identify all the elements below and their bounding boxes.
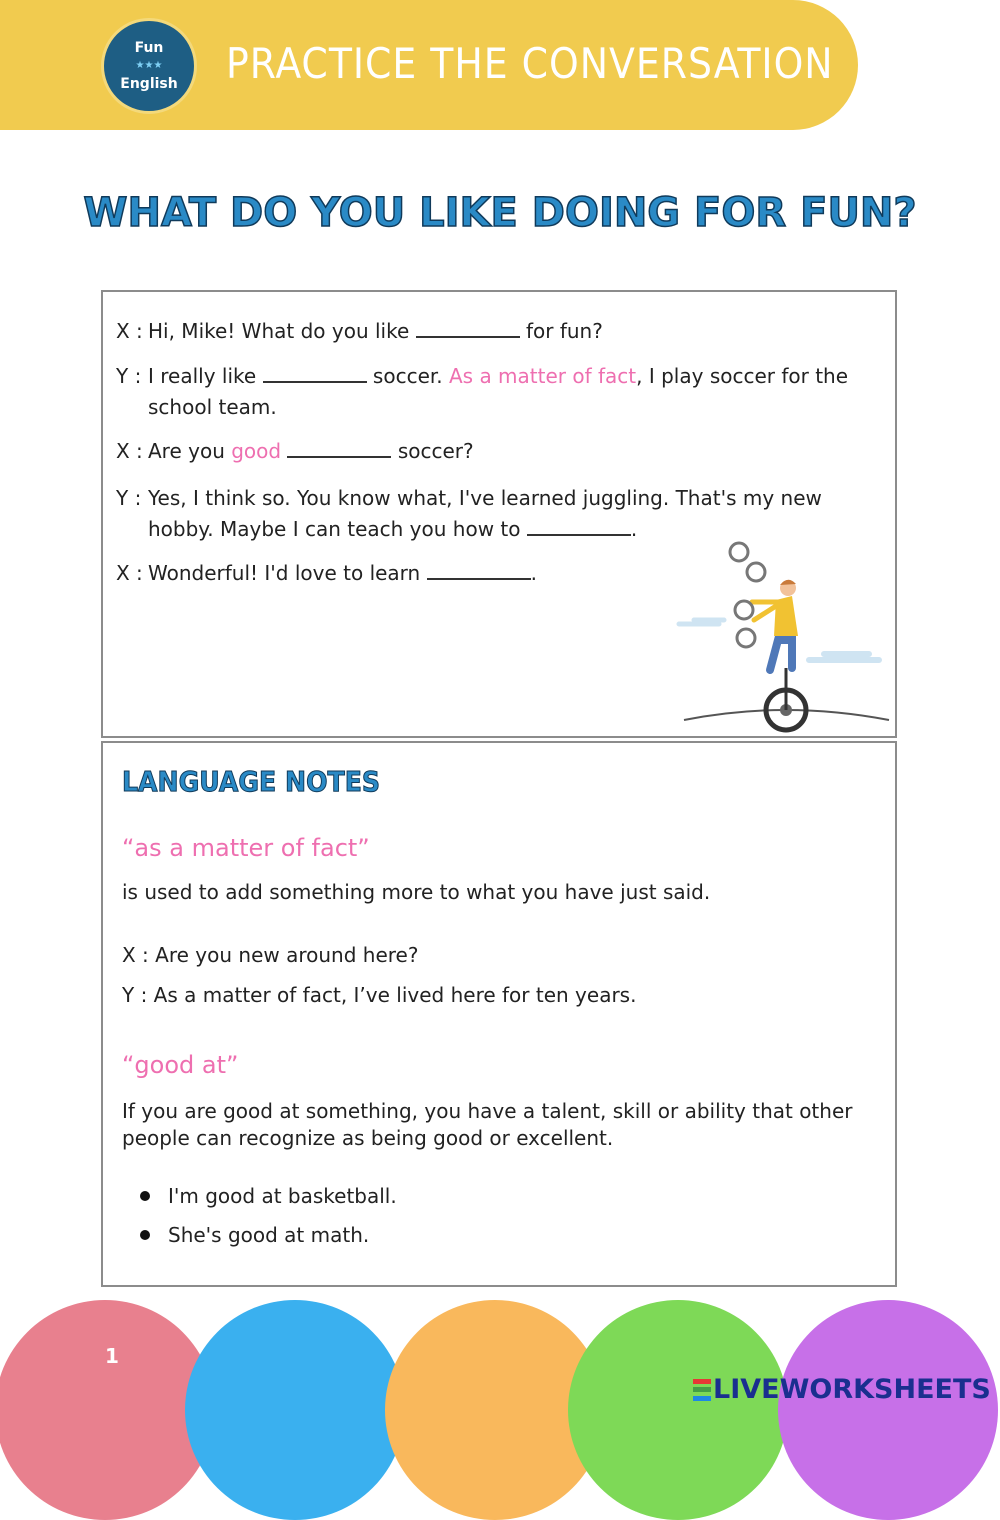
- example-bullet-1: [140, 1184, 397, 1208]
- speaker-label: X :: [116, 439, 143, 463]
- footer-circle-pink: [0, 1300, 215, 1520]
- dialogue-text: soccer.: [366, 364, 449, 388]
- dialogue-text: Hi, Mike! What do you like: [148, 319, 416, 343]
- bullet-dot-icon: [140, 1230, 150, 1240]
- highlight-phrase: As a matter of fact: [448, 364, 637, 388]
- dialogue-text: Are you: [148, 439, 232, 463]
- dialogue-text: for fun?: [519, 319, 603, 343]
- dialogue-line-4: [116, 483, 876, 545]
- note-definition-good-at: If you are good at something, you have a talent, skill or ability that other people can recognize as being good or excellent.: [122, 1099, 853, 1150]
- dialogue-text: soccer?: [391, 439, 474, 463]
- liveworksheets-logo[interactable]: [693, 1374, 991, 1405]
- answer-blank-2[interactable]: [263, 363, 367, 383]
- example-text: She's good at math.: [168, 1223, 370, 1247]
- fun-english-logo: [101, 18, 197, 114]
- note-definition-matter-of-fact: is used to add something more to what you have just said.: [122, 880, 711, 904]
- footer-circle-purple: [778, 1300, 998, 1520]
- page-number: 1: [105, 1344, 119, 1368]
- example-bullet-2: [140, 1223, 369, 1247]
- dialogue-text: .: [530, 561, 537, 585]
- liveworksheets-icon: [693, 1379, 711, 1401]
- dialogue-text: .: [630, 517, 638, 541]
- note-example-y: Y : As a matter of fact, I’ve lived here for ten years.: [122, 983, 637, 1007]
- footer-circle-green: [568, 1300, 788, 1520]
- dialogue-text: , I play soccer for the school team.: [148, 364, 849, 419]
- answer-blank-3[interactable]: [287, 438, 391, 458]
- highlight-word: good: [231, 439, 282, 463]
- speaker-label: Y :: [116, 486, 142, 510]
- logo-stars-icon: ★★★: [135, 60, 163, 71]
- banner-title: PRACTICE THE CONVERSATION: [226, 39, 834, 88]
- bullet-dot-icon: [140, 1191, 150, 1201]
- logo-line-2: English: [120, 76, 178, 92]
- liveworksheets-brand: LIVEWORKSHEETS: [713, 1374, 991, 1405]
- logo-line-1: Fun: [134, 40, 164, 56]
- language-notes-title: LANGUAGE NOTES: [122, 765, 381, 798]
- dialogue-text: Yes, I think so. You know what, I've learned juggling. That's my new hobby. Maybe I can teach you how to: [148, 486, 822, 541]
- speaker-label: X :: [116, 319, 143, 343]
- page-title: WHAT DO YOU LIKE DOING FOR FUN?: [83, 190, 917, 236]
- footer-circle-blue: [185, 1300, 405, 1520]
- note-heading-good-at: “good at”: [122, 1051, 239, 1079]
- example-text: I'm good at basketball.: [168, 1184, 397, 1208]
- unicycle-juggler-illustration: [674, 540, 894, 736]
- dialogue-line-1: [116, 316, 876, 347]
- dialogue-text: I really like: [148, 364, 263, 388]
- dialogue-line-2: [116, 361, 876, 423]
- answer-blank-4[interactable]: [527, 516, 631, 536]
- answer-blank-1[interactable]: [416, 318, 520, 338]
- dialogue-line-3: [116, 436, 876, 467]
- note-heading-matter-of-fact: “as a matter of fact”: [122, 834, 370, 862]
- speaker-label: X :: [116, 561, 143, 585]
- dialogue-text: Wonderful! I'd love to learn: [148, 561, 427, 585]
- note-example-x: X : Are you new around here?: [122, 943, 419, 967]
- answer-blank-5[interactable]: [427, 560, 531, 580]
- speaker-label: Y :: [116, 364, 142, 388]
